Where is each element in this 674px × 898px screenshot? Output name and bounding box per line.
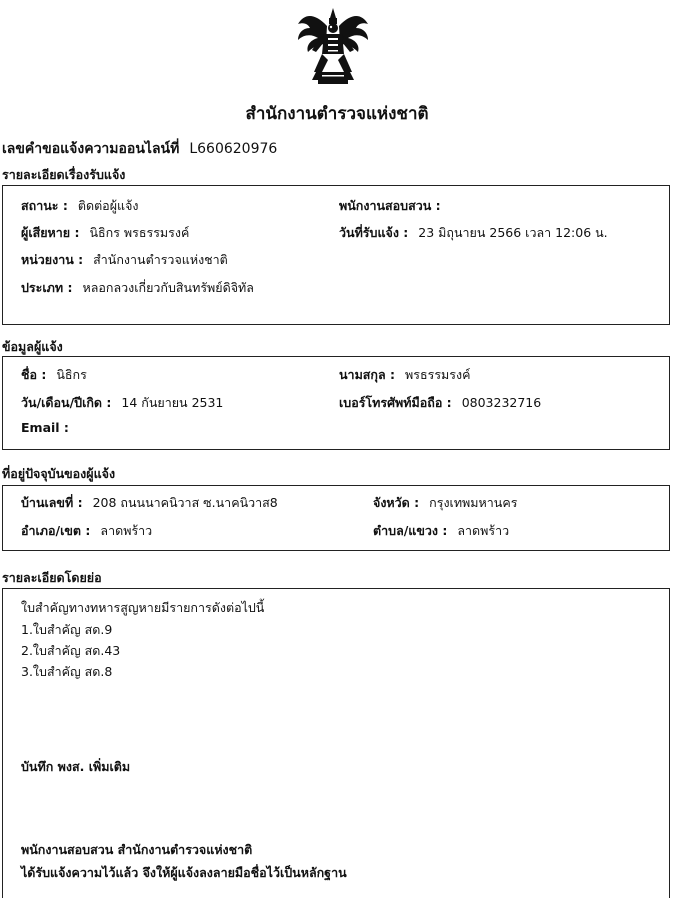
- type-value: หลอกลวงเกี่ยวกับสินทรัพย์ดิจิทัล: [82, 280, 254, 295]
- summary-line: 1.ใบสำคัญ สด.9: [21, 622, 113, 637]
- garuda-emblem-icon: [294, 6, 372, 86]
- received-date-field: [339, 223, 608, 243]
- phone-label: เบอร์โทรศัพท์มือถือ :: [339, 395, 452, 410]
- last-name-label: นามสกุล :: [339, 367, 396, 382]
- status-value: ติดต่อผู้แจ้ง: [77, 198, 139, 213]
- investigator-label: พนักงานสอบสวน :: [339, 198, 441, 213]
- house-label: บ้านเลขที่ :: [21, 495, 83, 510]
- summary-box: [2, 588, 670, 898]
- house-value: 208 ถนนนาคนิวาส ซ.นาคนิวาส8: [92, 495, 278, 510]
- received-date-label: วันที่รับแจ้ง :: [339, 225, 409, 240]
- type-label: ประเภท :: [21, 280, 73, 295]
- agency-value: สำนักงานตำรวจแห่งชาติ: [93, 252, 228, 267]
- report-number-label: เลขคำขอแจ้งความออนไลน์ที่: [2, 141, 180, 157]
- first-name-label: ชื่อ :: [21, 367, 47, 382]
- case-details-box: [2, 185, 670, 325]
- dob-field: [21, 393, 223, 413]
- closing-line-2: ได้รับแจ้งความไว้แล้ว จึงให้ผู้แจ้งลงลายมือชื่อไว้เป็นหลักฐาน: [21, 865, 347, 880]
- victim-label: ผู้เสียหาย :: [21, 225, 80, 240]
- summary-heading: รายละเอียดโดยย่อ: [2, 570, 102, 585]
- reporter-box: [2, 356, 670, 450]
- investigator-field: [339, 196, 451, 216]
- organization-title: สำนักงานตำรวจแห่งชาติ: [245, 104, 429, 124]
- dob-value: 14 กันยายน 2531: [121, 395, 224, 410]
- province-field: [373, 493, 517, 513]
- subdistrict-value: ลาดพร้าว: [457, 523, 510, 538]
- first-name-field: [21, 365, 87, 385]
- received-date-value: 23 มิถุนายน 2566 เวลา 12:06 น.: [418, 225, 608, 240]
- phone-field: [339, 393, 541, 413]
- house-field: [21, 493, 278, 513]
- type-field: [21, 278, 254, 298]
- province-value: กรุงเทพมหานคร: [429, 495, 518, 510]
- summary-line: 2.ใบสำคัญ สด.43: [21, 643, 121, 658]
- address-heading: ที่อยู่ปัจจุบันของผู้แจ้ง: [2, 466, 116, 481]
- last-name-value: พรธรรมรงค์: [405, 367, 471, 382]
- province-label: จังหวัด :: [373, 495, 420, 510]
- summary-line: 3.ใบสำคัญ สด.8: [21, 664, 113, 679]
- status-label: สถานะ :: [21, 198, 68, 213]
- subdistrict-label: ตำบล/แขวง :: [373, 523, 448, 538]
- dob-label: วัน/เดือน/ปีเกิด :: [21, 395, 112, 410]
- status-field: [21, 196, 139, 216]
- report-number-value: L660620976: [189, 141, 278, 157]
- email-label: Email :: [21, 420, 69, 435]
- victim-value: นิธิกร พรธรรมรงค์: [89, 225, 190, 240]
- first-name-value: นิธิกร: [56, 367, 87, 382]
- district-value: ลาดพร้าว: [100, 523, 153, 538]
- subdistrict-field: [373, 521, 509, 541]
- address-box: [2, 485, 670, 551]
- victim-field: [21, 223, 189, 243]
- district-label: อำเภอ/เขต :: [21, 523, 91, 538]
- reporter-heading: ข้อมูลผู้แจ้ง: [2, 339, 63, 354]
- investigator-note-title: บันทึก พงส. เพิ่มเติม: [21, 759, 131, 774]
- report-number-line: [2, 138, 277, 160]
- closing-line-1: พนักงานสอบสวน สำนักงานตำรวจแห่งชาติ: [21, 842, 253, 857]
- case-details-heading: รายละเอียดเรื่องรับแจ้ง: [2, 167, 126, 182]
- agency-label: หน่วยงาน :: [21, 252, 84, 267]
- district-field: [21, 521, 152, 541]
- email-field: [21, 420, 79, 435]
- last-name-field: [339, 365, 470, 385]
- agency-field: [21, 250, 228, 270]
- summary-line: ใบสำคัญทางทหารสูญหายมีรายการดังต่อไปนี้: [21, 600, 265, 615]
- phone-value: 0803232716: [461, 395, 542, 410]
